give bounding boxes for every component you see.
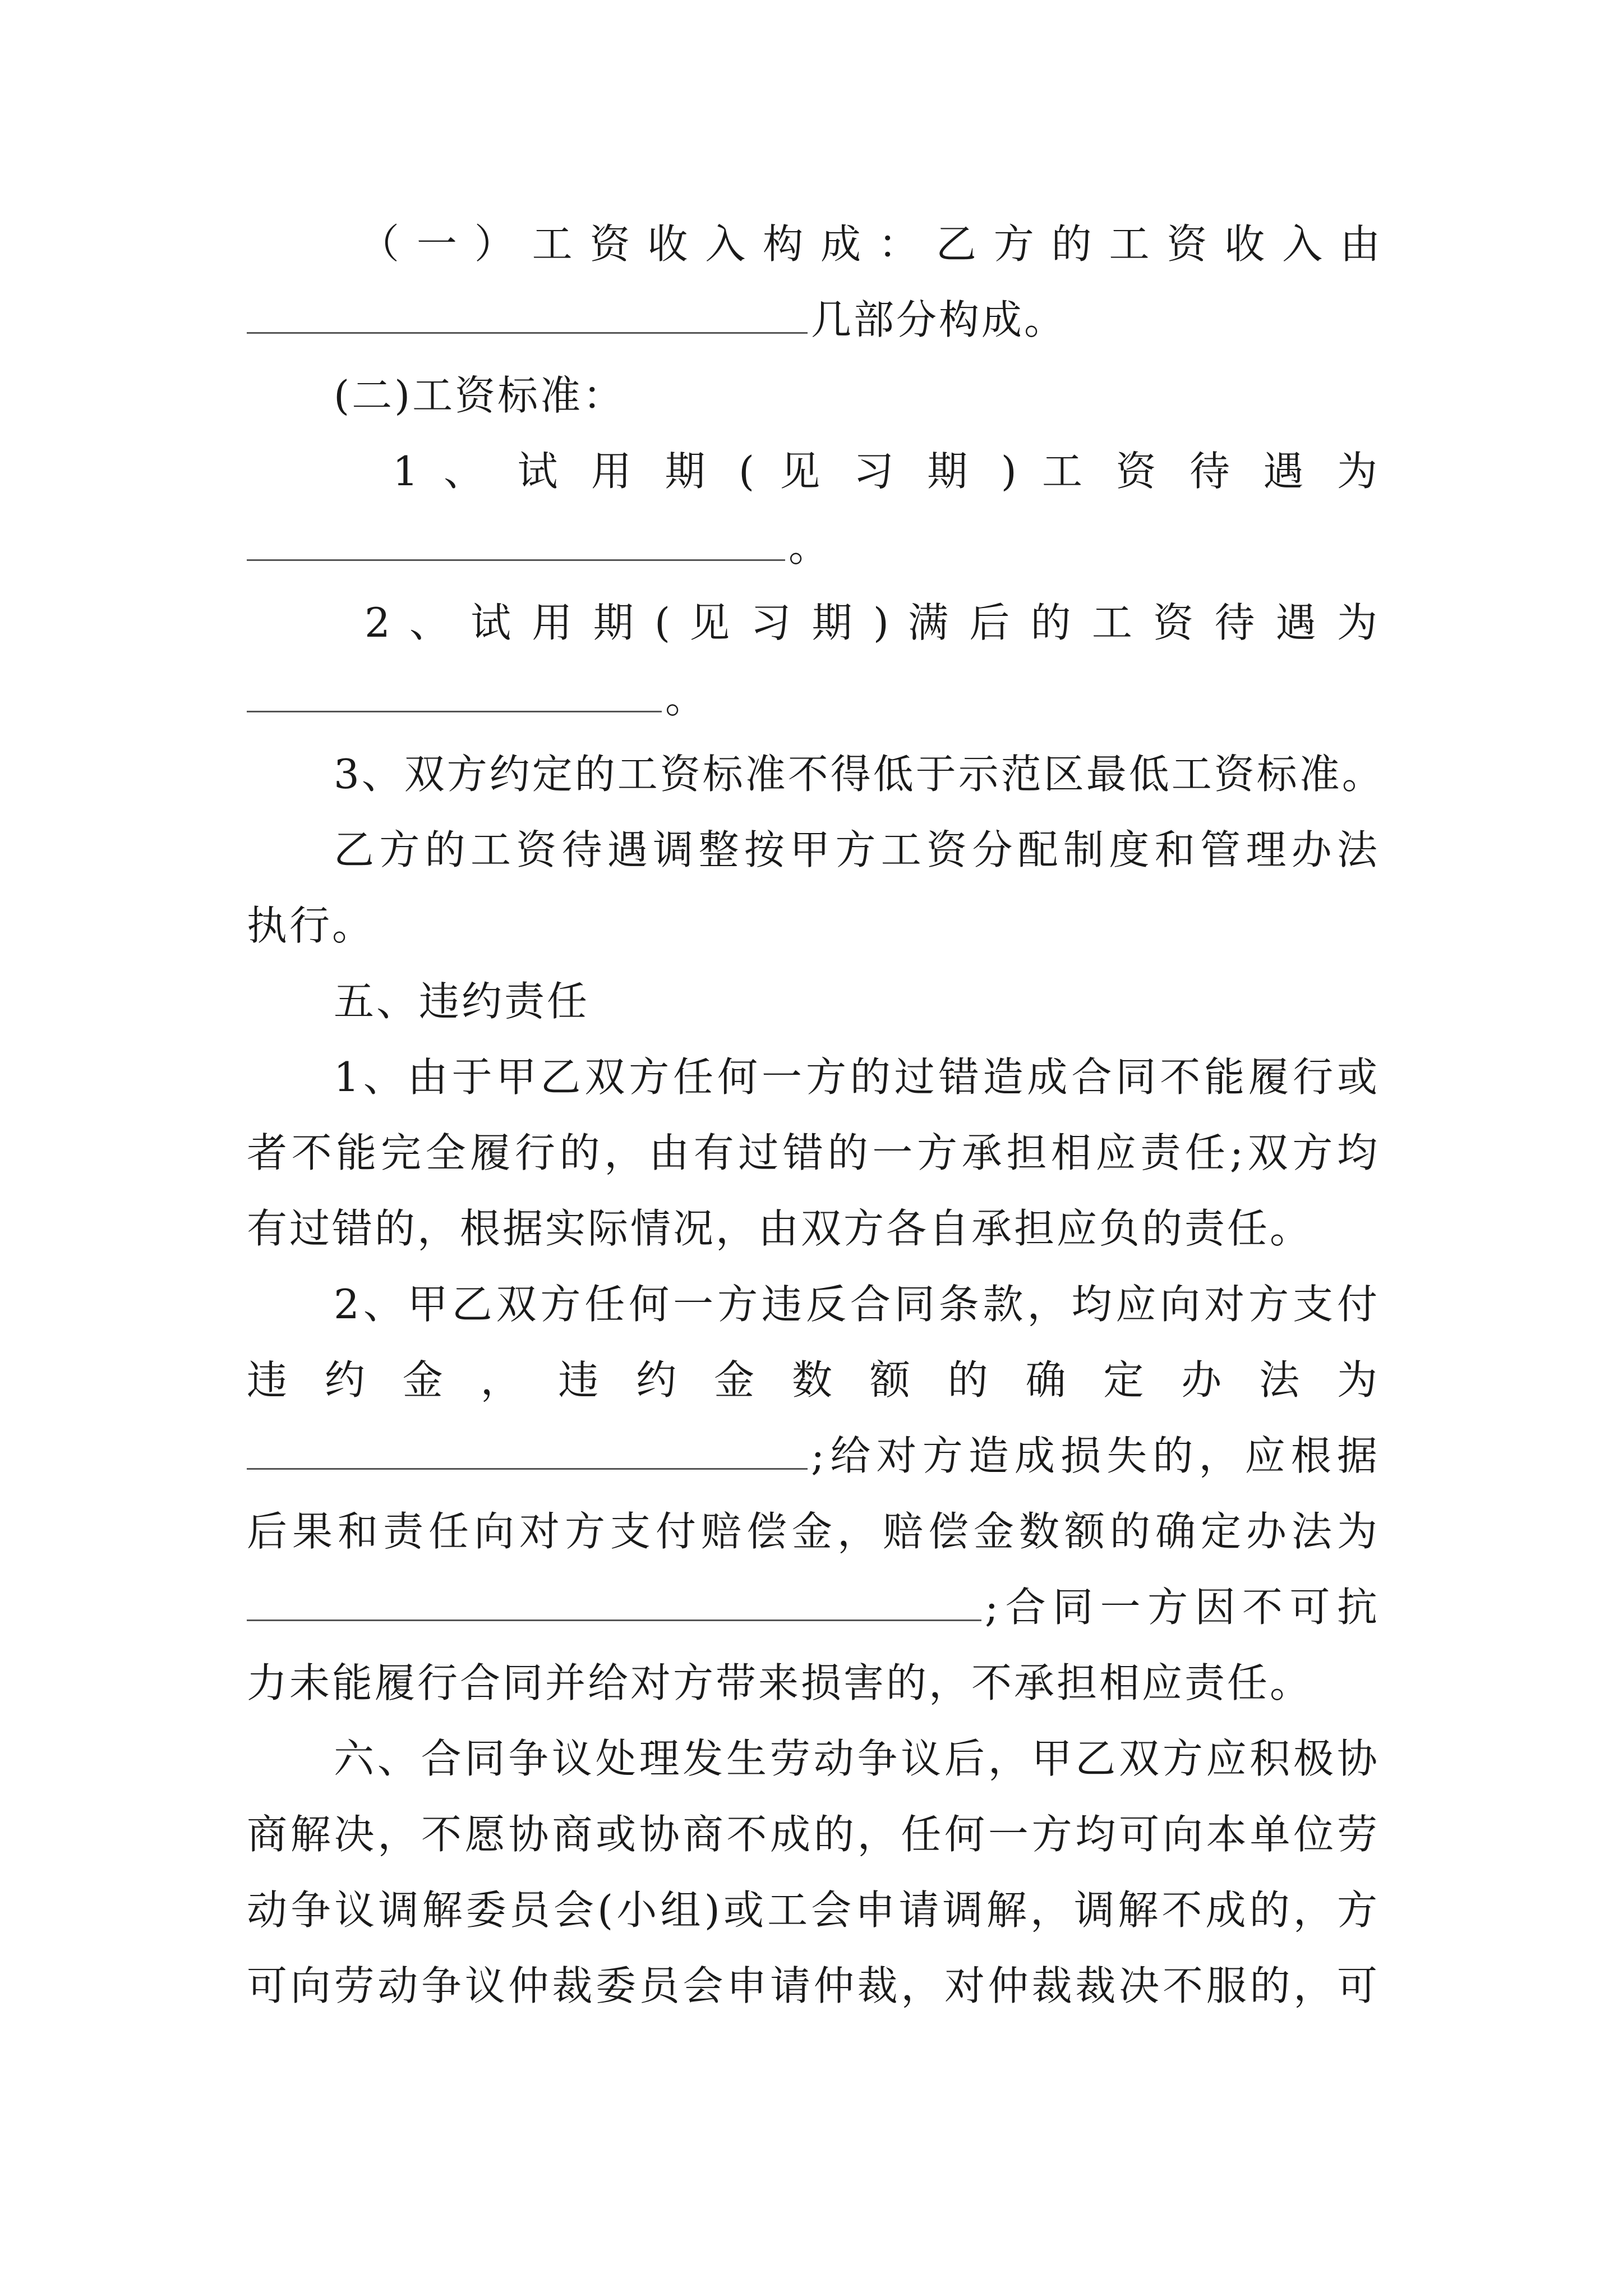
text-line: 1、由于甲乙双方任何一方的过错造成合同不能履行或 xyxy=(334,1053,1380,1101)
text-line: （ 一 ） 工 资 收 入 构 成 ： 乙 方 的 工 资 收 入 由 xyxy=(359,220,1383,268)
text-line: 乙方的工资待遇调整按甲方工资分配制度和管理办法 xyxy=(334,826,1380,873)
text-line: 六、合同争议处理发生劳动争议后，甲乙双方应积极协 xyxy=(334,1735,1380,1782)
text-line: 力未能履行合同并给对方带来损害的，不承担相应责任。 xyxy=(247,1659,1313,1706)
text-line: 2 、 试 用 期 ( 见 习 期 ) 满 后 的 工 资 待 遇 为 xyxy=(365,599,1380,646)
fill-in-blank[interactable] xyxy=(247,671,662,712)
text-line: 1 、 试 用 期 ( 见 习 期 ) 工 资 待 遇 为 xyxy=(393,448,1380,495)
text-segment: 。 xyxy=(789,523,832,570)
fill-in-blank[interactable] xyxy=(247,1580,981,1621)
text-line-with-blank xyxy=(247,1422,1380,1489)
text-line: 后果和责任向对方支付赔偿金，赔偿金数额的确定办法为 xyxy=(247,1508,1380,1555)
fill-in-blank[interactable] xyxy=(247,520,785,561)
text-line: 违 约 金 ， 违 约 金 数 额 的 确 定 办 法 为 xyxy=(247,1356,1380,1404)
text-line-with-blank xyxy=(247,1573,1380,1641)
fill-in-blank[interactable] xyxy=(247,1429,808,1470)
text-line: 可向劳动争议仲裁委员会申请仲裁，对仲裁裁决不服的，可 xyxy=(247,1962,1380,2009)
text-line-with-blank xyxy=(247,513,1380,581)
text-line: 动争议调解委员会(小组)或工会申请调解，调解不成的，方 xyxy=(247,1887,1380,1934)
section-heading: 五、违约责任 xyxy=(334,978,590,1025)
text-line: 3、双方约定的工资标准不得低于示范区最低工资标准。 xyxy=(334,751,1385,798)
section-heading: (二)工资标准： xyxy=(334,372,626,419)
text-line: 者不能完全履行的，由有过错的一方承担相应责任;双方均 xyxy=(247,1129,1380,1176)
text-segment: ;给对方造成损失的，应根据 xyxy=(811,1432,1380,1479)
text-segment: 。 xyxy=(665,675,708,722)
text-line-with-blank xyxy=(247,665,1380,732)
text-line: 执行。 xyxy=(247,902,375,949)
text-line-with-blank xyxy=(247,286,1380,353)
fill-in-blank[interactable] xyxy=(247,293,808,334)
text-segment: 几部分构成。 xyxy=(811,296,1067,343)
text-line: 2、甲乙双方任何一方违反合同条款，均应向对方支付 xyxy=(334,1281,1380,1328)
text-segment: ;合同一方因不可抗 xyxy=(985,1584,1380,1631)
text-line: 有过错的，根据实际情况，由双方各自承担应负的责任。 xyxy=(247,1205,1313,1252)
text-line: 商解决，不愿协商或协商不成的，任何一方均可向本单位劳 xyxy=(247,1811,1380,1858)
